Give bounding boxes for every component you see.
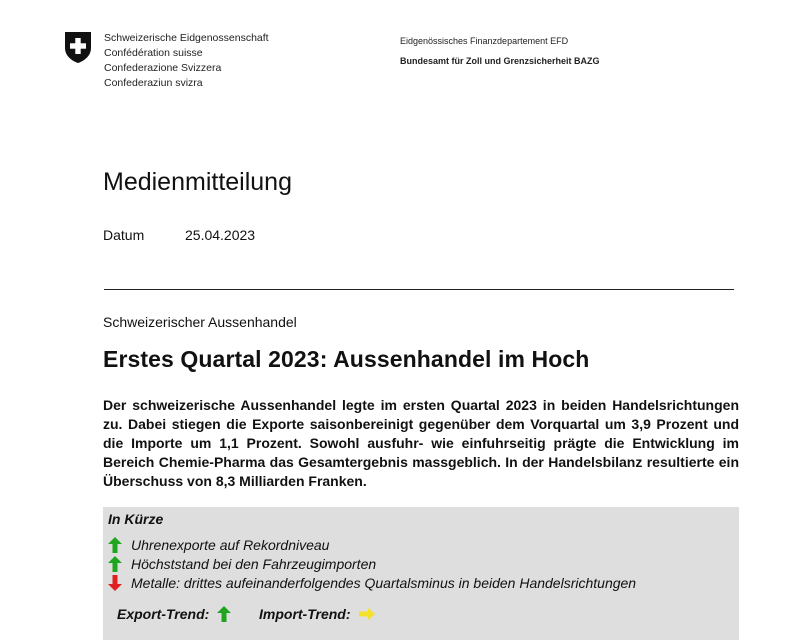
confederation-line: Schweizerische Eidgenossenschaft xyxy=(104,32,269,44)
divider xyxy=(104,289,734,290)
confederation-line: Confederaziun svizra xyxy=(104,77,203,89)
arrow-up-icon xyxy=(217,606,231,622)
summary-item-label: Uhrenexporte auf Rekordniveau xyxy=(131,537,330,553)
date-value: 25.04.2023 xyxy=(185,227,256,243)
confederation-names xyxy=(104,31,269,91)
headline: Erstes Quartal 2023: Aussenhandel im Hoch xyxy=(103,346,590,372)
summary-item xyxy=(108,556,376,572)
summary-item-label: Metalle: drittes aufeinanderfolgendes Quartalsminus in beiden Handelsrichtungen xyxy=(131,575,637,591)
summary-item xyxy=(108,575,636,591)
import-trend-label: Import-Trend: xyxy=(259,606,351,622)
export-trend xyxy=(117,606,231,622)
export-trend-label: Export-Trend: xyxy=(117,606,210,622)
summary-title: In Kürze xyxy=(108,511,164,527)
lead-paragraph: Der schweizerische Aussenhandel legte im ersten Quartal 2023 in beiden Handelsrichtungen zu. Dabei stiegen die Exporte saisonbereinigt gegenüber dem Vorquartal um 3,9 Prozent und die Importe um 1,1 Prozent. Sowohl ausfuhr- wie einfuhrseitig prägte die Entwicklung im Bereich Chemie-Pharma das Gesamtergebnis massgeblich. In der Handelsbilanz resultierte ein Überschuss von 8,3 Milliarden Franken. xyxy=(103,397,739,489)
confederation-line: Confederazione Svizzera xyxy=(104,62,222,74)
document-title: Medienmitteilung xyxy=(103,168,292,196)
summary-item-label: Höchststand bei den Fahrzeugimporten xyxy=(131,556,377,572)
arrow-right-icon xyxy=(359,608,375,620)
confederation-line: Confédération suisse xyxy=(104,47,203,59)
office-name: Bundesamt für Zoll und Grenzsicherheit BAZG xyxy=(400,56,600,66)
department-name: Eidgenössisches Finanzdepartement EFD xyxy=(400,36,569,46)
date-label: Datum xyxy=(103,227,145,243)
section-label: Schweizerischer Aussenhandel xyxy=(103,314,297,330)
issuer-block xyxy=(400,31,600,71)
import-trend xyxy=(259,606,375,622)
summary-item xyxy=(108,537,329,553)
arrow-down-icon xyxy=(108,575,122,591)
swiss-crest-icon xyxy=(63,30,93,64)
arrow-up-icon xyxy=(108,556,122,572)
arrow-up-icon xyxy=(108,537,122,553)
